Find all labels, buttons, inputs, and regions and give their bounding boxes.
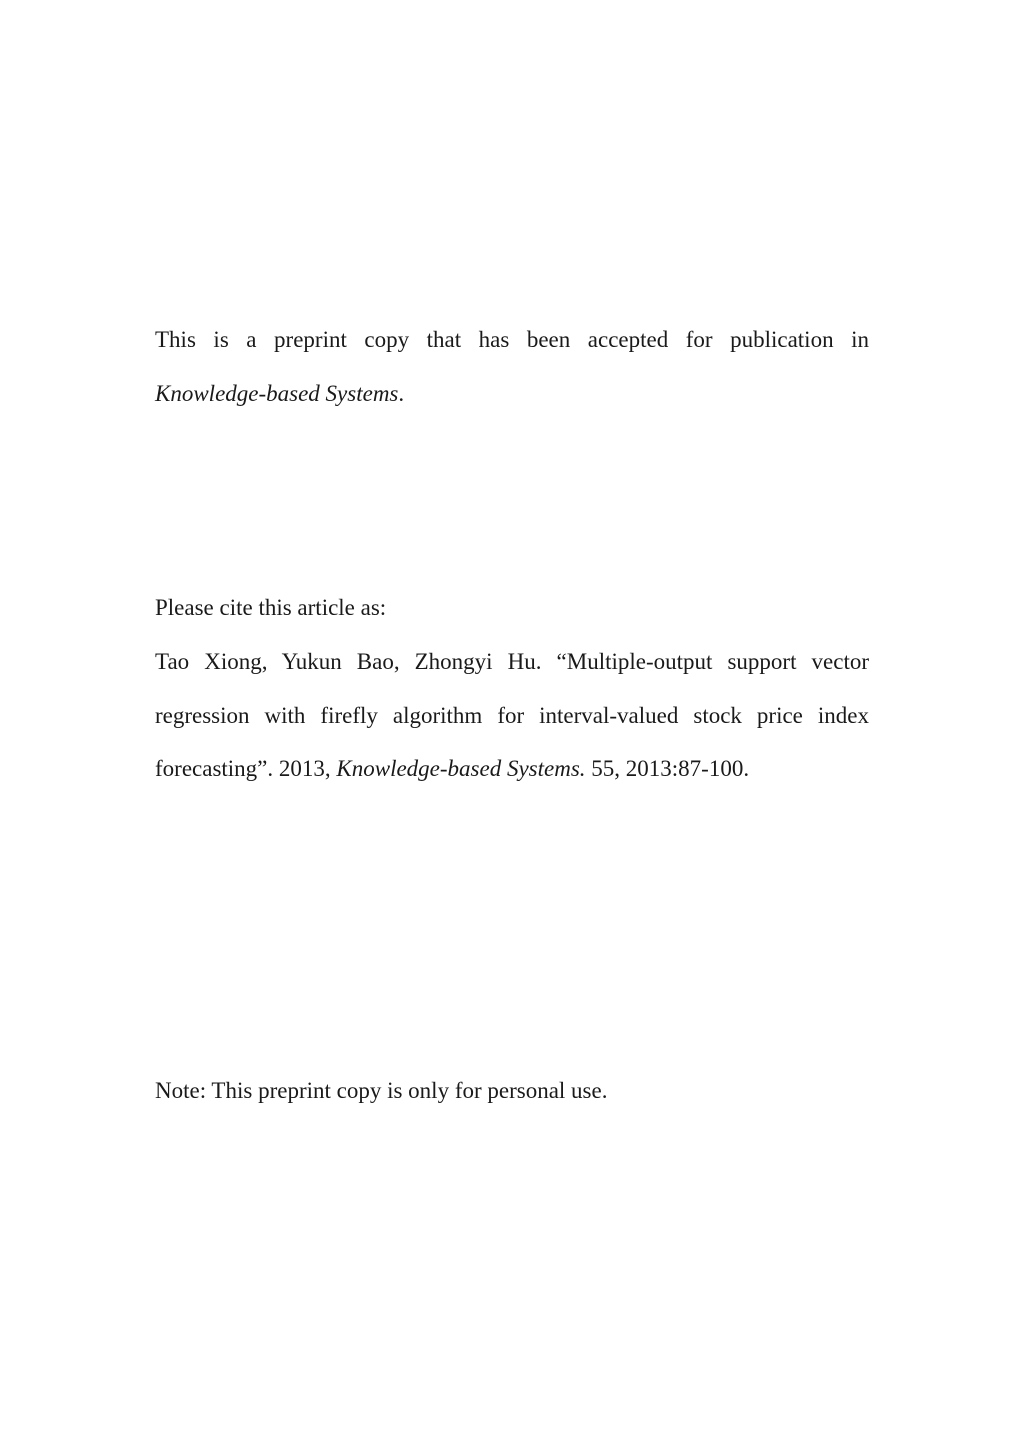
citation-journal-name: Knowledge-based Systems. [336, 756, 586, 781]
citation-line-3 [155, 742, 869, 796]
citation-heading [155, 581, 869, 635]
preprint-notice [155, 313, 869, 420]
citation-line-3-end: 55, 2013:87-100. [585, 756, 750, 781]
journal-name: Knowledge-based Systems [155, 380, 399, 406]
citation-heading-text: Please cite this article as: [155, 595, 387, 620]
citation-reference [155, 635, 869, 796]
personal-use-note [155, 1064, 869, 1118]
citation-line-1: Tao Xiong, Yukun Bao, Zhongyi Hu. “Multiple-output support vector [155, 649, 869, 674]
preprint-notice-line: This is a preprint copy that has been accepted for publication in [155, 327, 869, 352]
citation-line-3-start: forecasting”. 2013, [155, 756, 337, 781]
period: . [398, 380, 405, 406]
citation-line-2: regression with firefly algorithm for interval-valued stock price index [155, 702, 869, 728]
personal-use-note-text: Note: This preprint copy is only for personal use. [155, 1078, 608, 1103]
preprint-notice-journal-line [155, 367, 869, 421]
